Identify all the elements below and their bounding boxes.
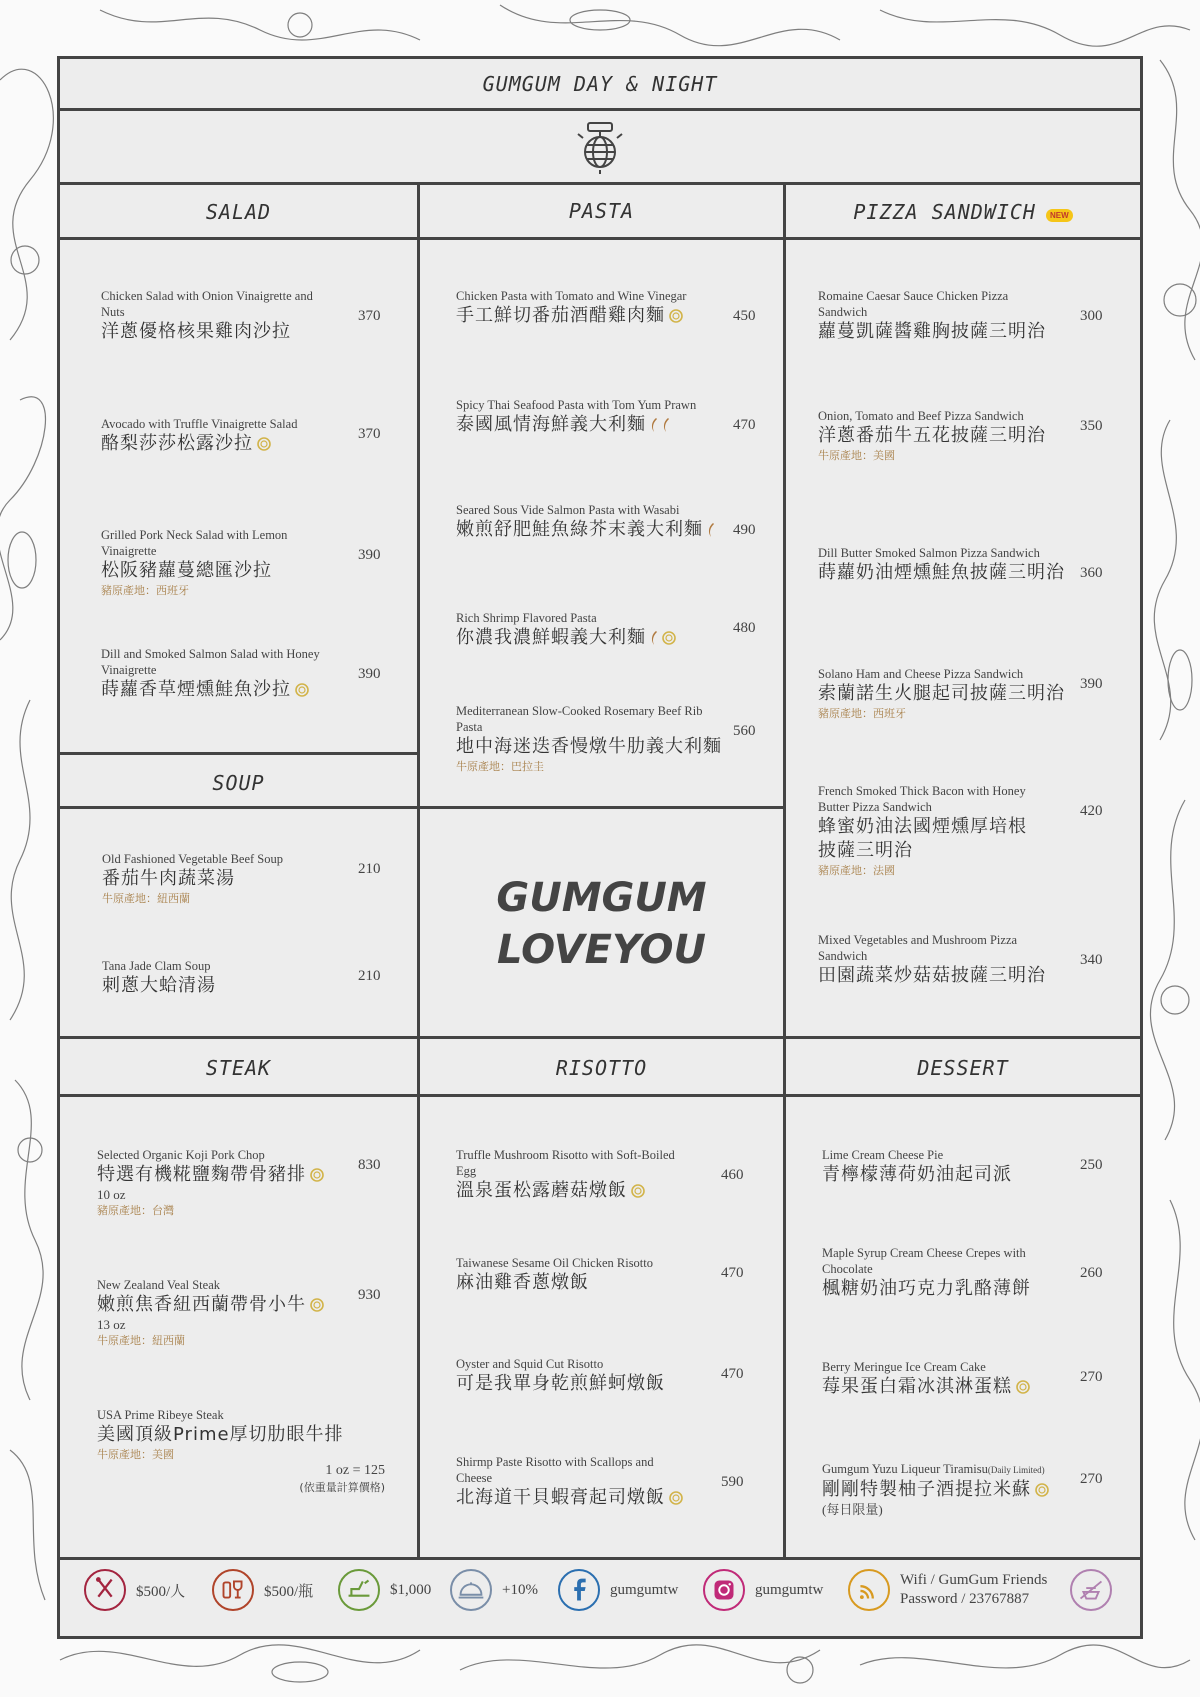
item-name-en: Grilled Pork Neck Salad with Lemon Vinaigrette — [101, 528, 288, 558]
footer-icon-ring — [848, 1569, 890, 1611]
menu-item — [818, 408, 1053, 464]
footer-icon-ring — [338, 1569, 380, 1611]
item-origin-note: 豬原產地：台灣 — [97, 1204, 174, 1217]
item-name-en: Oyster and Squid Cut Risotto — [456, 1357, 604, 1371]
menu-item — [818, 288, 1053, 344]
menu-item — [822, 1147, 1067, 1187]
item-origin-note: 豬原產地：西班牙 — [818, 707, 906, 720]
footer-item — [338, 1560, 431, 1620]
divider — [57, 237, 1143, 240]
footer-icon-ring — [558, 1569, 600, 1611]
facebook-icon — [560, 1570, 598, 1610]
item-name-zh: 索蘭諾生火腿起司披薩三明治 — [818, 683, 1065, 704]
item-name-zh: 你濃我濃鮮蝦義大利麵 — [456, 626, 731, 650]
item-price: 450 — [733, 308, 756, 324]
section-title-pizza-label: PIZZA SANDWICH — [853, 200, 1036, 224]
divider — [57, 1094, 1143, 1097]
item-sub: 10 oz — [97, 1187, 126, 1202]
menu-item — [101, 527, 331, 599]
menu-item — [822, 1245, 1067, 1301]
slogan-line2: LOVEYOU — [497, 927, 706, 973]
footer-text: $500/人 — [136, 1583, 186, 1600]
footer-item — [1070, 1560, 1112, 1620]
item-price: 390 — [358, 547, 381, 563]
weight-pricing — [260, 1463, 385, 1495]
footer-item — [848, 1560, 1047, 1620]
footer-item — [212, 1560, 313, 1620]
slogan-line1: GUMGUM — [496, 875, 707, 921]
item-price: 390 — [1080, 676, 1103, 692]
divider — [57, 1036, 1143, 1039]
footer-item[interactable] — [558, 1560, 678, 1620]
menu-item — [456, 1147, 691, 1203]
footer-item — [84, 1560, 185, 1620]
item-origin-note: 牛原產地：紐西蘭 — [97, 1334, 185, 1347]
item-name-en: New Zealand Veal Steak — [97, 1278, 220, 1292]
footer-icon-ring — [703, 1569, 745, 1611]
item-sub: 13 oz — [97, 1317, 126, 1332]
divider — [783, 182, 786, 1559]
menu-item — [456, 1356, 691, 1396]
item-name-en: Taiwanese Sesame Oil Chicken Risotto — [456, 1256, 654, 1270]
item-price: 350 — [1080, 418, 1103, 434]
item-name-en: Maple Syrup Cream Cheese Crepes with Chocolate — [822, 1246, 1026, 1276]
chili-icon — [662, 417, 670, 433]
item-name-en: Mediterranean Slow-Cooked Rosemary Beef Rib Pasta — [456, 704, 703, 734]
item-name-en: Spicy Thai Seafood Pasta with Tom Yum Prawn — [456, 398, 697, 412]
footer-icon-ring — [212, 1569, 254, 1611]
item-origin-note: 豬原產地：法國 — [818, 864, 895, 877]
item-price: 490 — [733, 522, 756, 538]
item-name-en: USA Prime Ribeye Steak — [97, 1408, 224, 1422]
item-price: 210 — [358, 861, 381, 877]
page-title: GUMGUM DAY & NIGHT — [482, 72, 718, 96]
item-name-en: Chicken Salad with Onion Vinaigrette and Nuts — [101, 289, 313, 319]
item-name-en: Onion, Tomato and Beef Pizza Sandwich — [818, 409, 1024, 423]
item-price: 300 — [1080, 308, 1103, 324]
menu-item — [101, 646, 331, 702]
item-name-zh: 洋蔥番茄牛五花披薩三明治 — [818, 425, 1046, 446]
item-name-zh: 楓糖奶油巧克力乳酪薄餅 — [822, 1278, 1031, 1299]
menu-item — [102, 851, 332, 907]
item-price: 830 — [358, 1157, 381, 1173]
item-origin-note: 豬原產地：西班牙 — [101, 584, 189, 597]
footer-text: Wifi / GumGum Friends Password / 23767887 — [900, 1572, 1048, 1607]
item-name-en: Dill Butter Smoked Salmon Pizza Sandwich — [818, 546, 1040, 560]
recommended-icon — [310, 1168, 324, 1182]
footer-item — [450, 1560, 538, 1620]
item-name-zh: 泰國風情海鮮義大利麵 — [456, 413, 731, 437]
item-name-en: French Smoked Thick Bacon with Honey Butter Pizza Sandwich — [818, 784, 1026, 814]
recommended-icon — [1035, 1483, 1049, 1497]
item-name-zh: 溫泉蛋松露蘑菇燉飯 — [456, 1179, 691, 1203]
instagram-icon — [705, 1570, 743, 1610]
menu-item — [97, 1277, 332, 1349]
item-origin-note: 牛原產地：美國 — [818, 449, 895, 462]
menu-item — [102, 958, 332, 998]
item-name-zh: 蒔蘿香草煙燻鮭魚沙拉 — [101, 678, 331, 702]
footer-item[interactable] — [703, 1560, 823, 1620]
item-price: 370 — [358, 308, 381, 324]
item-name-en: Chicken Pasta with Tomato and Wine Vinegar — [456, 289, 687, 303]
menu-item — [822, 1461, 1067, 1518]
menu-item — [456, 1255, 691, 1295]
recommended-icon — [669, 1491, 683, 1505]
item-name-zh: 洋蔥優格核果雞肉沙拉 — [101, 321, 291, 342]
item-name-zh: 手工鮮切番茄酒醋雞肉麵 — [456, 304, 731, 328]
item-origin-note: 牛原產地：美國 — [97, 1448, 174, 1461]
item-name-en: Dill and Smoked Salmon Salad with Honey Vinaigrette — [101, 647, 320, 677]
menu-item — [822, 1359, 1067, 1399]
item-price: 270 — [1080, 1369, 1103, 1385]
footer-text: $500/瓶 — [264, 1583, 314, 1600]
section-title-risotto: RISOTTO — [555, 1056, 648, 1080]
wifi-icon — [850, 1570, 888, 1610]
item-origin-note: 牛原產地：巴拉圭 — [456, 760, 544, 773]
menu-item — [818, 932, 1053, 988]
item-name-zh: 剛剛特製柚子酒提拉米蘇 — [822, 1478, 1067, 1502]
item-name-en: Tana Jade Clam Soup — [102, 959, 211, 973]
cleaning-icon — [340, 1570, 378, 1610]
menu-item — [456, 610, 731, 650]
footer-icon-ring — [84, 1569, 126, 1611]
item-name-zh: 可是我單身乾煎鮮蚵燉飯 — [456, 1373, 665, 1394]
menu-item — [818, 666, 1065, 722]
utensils-icon — [86, 1570, 124, 1610]
recommended-icon — [295, 683, 309, 697]
section-title-steak: STEAK — [205, 1056, 272, 1080]
item-price: 480 — [733, 620, 756, 636]
divider — [57, 752, 420, 755]
item-name-en: Berry Meringue Ice Cream Cake — [822, 1360, 986, 1374]
footer-text: gumgumtw — [755, 1581, 824, 1598]
item-price: 930 — [358, 1287, 381, 1303]
item-price: 360 — [1080, 565, 1103, 581]
divider — [418, 806, 786, 809]
menu-item — [101, 288, 331, 344]
item-name-en: Mixed Vegetables and Mushroom Pizza Sandwich — [818, 933, 1018, 963]
item-name-zh: 蘿蔓凱薩醬雞胸披薩三明治 — [818, 321, 1046, 342]
item-price: 210 — [358, 968, 381, 984]
item-price: 420 — [1080, 803, 1103, 819]
item-price: 590 — [721, 1474, 744, 1490]
recommended-icon — [662, 631, 676, 645]
menu-item — [818, 545, 1065, 585]
divider — [417, 182, 420, 1559]
item-name-en: Gumgum Yuzu Liqueur Tiramisu(Daily Limited) — [822, 1462, 1045, 1476]
item-name-zh: 特選有機糀鹽麴帶骨豬排 — [97, 1163, 332, 1187]
item-price: 460 — [721, 1167, 744, 1183]
no-outside-food-icon — [1072, 1570, 1110, 1610]
menu-item — [456, 1454, 691, 1510]
item-name-zh: 酪梨莎莎松露沙拉 — [101, 432, 331, 456]
recommended-icon — [1016, 1380, 1030, 1394]
new-badge: NEW — [1046, 209, 1073, 222]
section-title-soup: SOUP — [212, 771, 265, 795]
item-name-en: Solano Ham and Cheese Pizza Sandwich — [818, 667, 1024, 681]
footer-icon-ring — [1070, 1569, 1112, 1611]
item-name-en-small: (Daily Limited) — [987, 1465, 1045, 1475]
recommended-icon — [631, 1184, 645, 1198]
item-name-en: Romaine Caesar Sauce Chicken Pizza Sandwich — [818, 289, 1009, 319]
item-name-zh: 莓果蛋白霜冰淇淋蛋糕 — [822, 1375, 1067, 1399]
section-title-dessert: DESSERT — [917, 1056, 1009, 1080]
divider — [57, 806, 420, 809]
divider — [57, 182, 1143, 185]
menu-item — [101, 416, 331, 456]
item-sub: (每日限量) — [822, 1502, 883, 1517]
menu-item — [456, 288, 731, 328]
item-name-zh: 松阪豬蘿蔓總匯沙拉 — [101, 560, 272, 581]
item-name-en: Lime Cream Cheese Pie — [822, 1148, 944, 1162]
chili-icon — [650, 630, 658, 646]
footer-text: +10% — [502, 1581, 538, 1598]
recommended-icon — [257, 437, 271, 451]
item-price: 560 — [733, 723, 756, 739]
menu-item — [818, 783, 1053, 879]
service-cloche-icon — [452, 1570, 490, 1610]
item-name-zh: 番茄牛肉蔬菜湯 — [102, 868, 235, 889]
item-price: 470 — [721, 1265, 744, 1281]
item-name-zh-line2: 披薩三明治 — [818, 840, 913, 861]
item-price: 260 — [1080, 1265, 1103, 1281]
footer-text: gumgumtw — [610, 1581, 679, 1598]
item-name-zh: 青檸檬薄荷奶油起司派 — [822, 1164, 1012, 1185]
item-name-zh: 田園蔬菜炒菇菇披薩三明治 — [818, 965, 1046, 986]
center-slogan — [420, 872, 783, 976]
item-price: 250 — [1080, 1157, 1103, 1173]
wine-icon — [214, 1570, 252, 1610]
recommended-icon — [669, 309, 683, 323]
footer-text: $1,000 — [390, 1581, 432, 1598]
divider — [57, 108, 1143, 111]
chili-icon — [707, 522, 715, 538]
item-name-zh: 地中海迷迭香慢燉牛肋義大利麵 — [456, 736, 722, 757]
section-title-salad: SALAD — [205, 200, 272, 224]
item-name-en: Seared Sous Vide Salmon Pasta with Wasabi — [456, 503, 680, 517]
item-price: 390 — [358, 666, 381, 682]
item-price: 470 — [721, 1366, 744, 1382]
section-title-pasta: PASTA — [568, 199, 635, 223]
item-name-en: Selected Organic Koji Pork Chop — [97, 1148, 265, 1162]
recommended-icon — [310, 1298, 324, 1312]
weight-note: (依重量計算價格) — [299, 1481, 385, 1494]
menu-item — [97, 1147, 332, 1219]
chili-icon — [650, 417, 658, 433]
item-name-zh: 蜂蜜奶油法國煙燻厚培根 — [818, 816, 1027, 837]
weight-rate: 1 oz = 125 — [325, 1463, 385, 1478]
item-price: 370 — [358, 426, 381, 442]
item-name-zh: 蒔蘿奶油煙燻鮭魚披薩三明治 — [818, 562, 1065, 583]
item-name-zh: 嫩煎焦香紐西蘭帶骨小牛 — [97, 1293, 332, 1317]
item-name-en: Shirmp Paste Risotto with Scallops and Cheese — [456, 1455, 654, 1485]
item-price: 470 — [733, 417, 756, 433]
item-price: 270 — [1080, 1471, 1103, 1487]
item-name-en: Old Fashioned Vegetable Beef Soup — [102, 852, 283, 866]
disco-ball-icon — [574, 120, 626, 176]
item-name-zh: 嫩煎舒肥鮭魚綠芥末義大利麵 — [456, 518, 731, 542]
item-origin-note: 牛原產地：紐西蘭 — [102, 892, 190, 905]
item-price: 340 — [1080, 952, 1103, 968]
item-name-en: Rich Shrimp Flavored Pasta — [456, 611, 597, 625]
item-name-zh: 美國頂級Prime厚切肋眼牛排 — [97, 1424, 344, 1445]
footer-icon-ring — [450, 1569, 492, 1611]
menu-item — [456, 703, 731, 775]
item-name-zh: 刺蔥大蛤清湯 — [102, 975, 216, 996]
item-name-zh: 北海道干貝蝦膏起司燉飯 — [456, 1486, 691, 1510]
item-name-en: Truffle Mushroom Risotto with Soft-Boiled Egg — [456, 1148, 675, 1178]
menu-item — [456, 397, 731, 437]
menu-item — [97, 1407, 344, 1463]
item-name-zh: 麻油雞香蔥燉飯 — [456, 1272, 589, 1293]
item-name-en: Avocado with Truffle Vinaigrette Salad — [101, 417, 298, 431]
menu-item — [456, 502, 731, 542]
section-title-pizza — [786, 200, 1140, 224]
